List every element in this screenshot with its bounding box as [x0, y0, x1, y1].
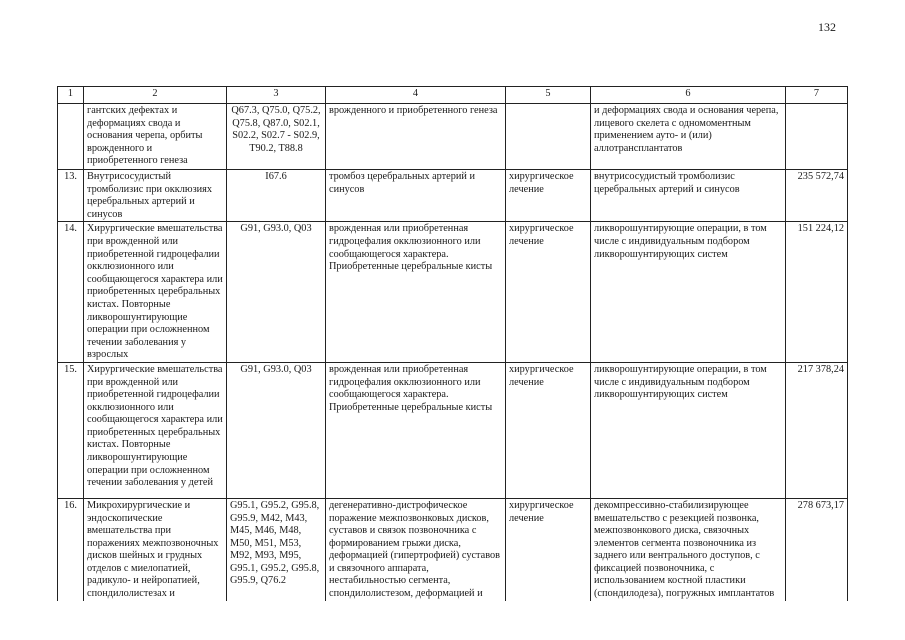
treatment-method: и деформациях свода и основания черепа, лицевого скелета с одномоментным применением ауто- и (или) аллотрансплантатов	[591, 104, 786, 170]
icd-codes: G91, G93.0, Q03	[227, 362, 326, 498]
patient-model: врожденная или приобретенная гидроцефалия окклюзионного или сообщающегося характера. Приобретенные церебральные кисты	[326, 222, 506, 363]
patient-model: дегенеративно-дистрофическое поражение межпозвонковых дисков, суставов и связок позвоночника с формированием грыжи диска, деформацией (гипертрофией) суставов и связочного аппарата, нестабильностью сегмента, спондилолистезом, деформацией и	[326, 498, 506, 626]
cost-value: 217 378,24	[786, 362, 848, 498]
row-number: 14.	[58, 222, 84, 363]
procedure-name: Внутрисосудистый тромболизис при окклюзиях церебральных артерий и синусов	[84, 170, 227, 222]
treatment-method: внутрисосудистый тромболизис церебральных артерий и синусов	[591, 170, 786, 222]
column-header: 2	[84, 87, 227, 104]
page-number: 132	[818, 20, 836, 34]
table-row	[58, 104, 848, 170]
procedures-table	[57, 86, 848, 627]
patient-model: тромбоз церебральных артерий и синусов	[326, 170, 506, 222]
column-header: 7	[786, 87, 848, 104]
column-header: 6	[591, 87, 786, 104]
table-row	[58, 222, 848, 363]
procedure-name: Хирургические вмешательства при врожденной или приобретенной гидроцефалии окклюзионного или сообщающегося характера или приобретенных церебральных кистах. Повторные ликворошунтирующие операции при осложненном течении заболевания у взрослых	[84, 222, 227, 363]
treatment-type	[506, 104, 591, 170]
treatment-type: хирургическое лечение	[506, 170, 591, 222]
procedure-name: Хирургические вмешательства при врожденной или приобретенной гидроцефалии окклюзионного или сообщающегося характера или приобретенных церебральных кистах. Повторные ликворошунтирующие операции при осложненном течении заболевания у детей	[84, 362, 227, 498]
table-row	[58, 170, 848, 222]
treatment-type: хирургическое лечение	[506, 362, 591, 498]
icd-codes: G91, G93.0, Q03	[227, 222, 326, 363]
cost-value: 151 224,12	[786, 222, 848, 363]
column-header: 3	[227, 87, 326, 104]
treatment-method: ликворошунтирующие операции, в том числе с индивидуальным подбором ликворошунтирующих систем	[591, 362, 786, 498]
treatment-type: хирургическое лечение	[506, 222, 591, 363]
treatment-type: хирургическое лечение	[506, 498, 591, 626]
cost-value: 278 673,17	[786, 498, 848, 626]
column-header: 4	[326, 87, 506, 104]
patient-model: врожденного и приобретенного генеза	[326, 104, 506, 170]
table-row	[58, 362, 848, 498]
icd-codes: G95.1, G95.2, G95.8, G95.9, M42, M43, M45, M46, M48, M50, M51, M53, M92, M93, M95, G95.1, G95.2, G95.8, G95.9, Q76.2	[227, 498, 326, 626]
treatment-method: декомпрессивно-стабилизирующее вмешательство с резекцией позвонка, межпозвонкового диска, связочных элементов сегмента позвоночника из заднего или вентрального доступов, с фиксацией позвоночника, с использованием костной пластики (спондилодеза), погружных имплантатов	[591, 498, 786, 626]
icd-codes: Q67.3, Q75.0, Q75.2, Q75.8, Q87.0, S02.1, S02.2, S02.7 - S02.9, T90.2, T88.8	[227, 104, 326, 170]
column-header: 1	[58, 87, 84, 104]
row-number: 13.	[58, 170, 84, 222]
header-row	[58, 87, 848, 104]
row-number: 15.	[58, 362, 84, 498]
treatment-method: ликворошунтирующие операции, в том числе с индивидуальным подбором ликворошунтирующих систем	[591, 222, 786, 363]
row-number	[58, 104, 84, 170]
column-header: 5	[506, 87, 591, 104]
icd-codes: I67.6	[227, 170, 326, 222]
page-bottom-margin	[0, 601, 905, 640]
row-number: 16.	[58, 498, 84, 626]
procedure-name: Микрохирургические и эндоскопические вмешательства при поражениях межпозвоночных дисков шейных и грудных отделов с миелопатией, радикуло- и нейропатией, спондилолистезах и	[84, 498, 227, 626]
procedure-name: гантских дефектах и деформациях свода и основания черепа, орбиты врожденного и приобретенного генеза	[84, 104, 227, 170]
patient-model: врожденная или приобретенная гидроцефалия окклюзионного или сообщающегося характера. Приобретенные церебральные кисты	[326, 362, 506, 498]
cost-value	[786, 104, 848, 170]
cost-value: 235 572,74	[786, 170, 848, 222]
